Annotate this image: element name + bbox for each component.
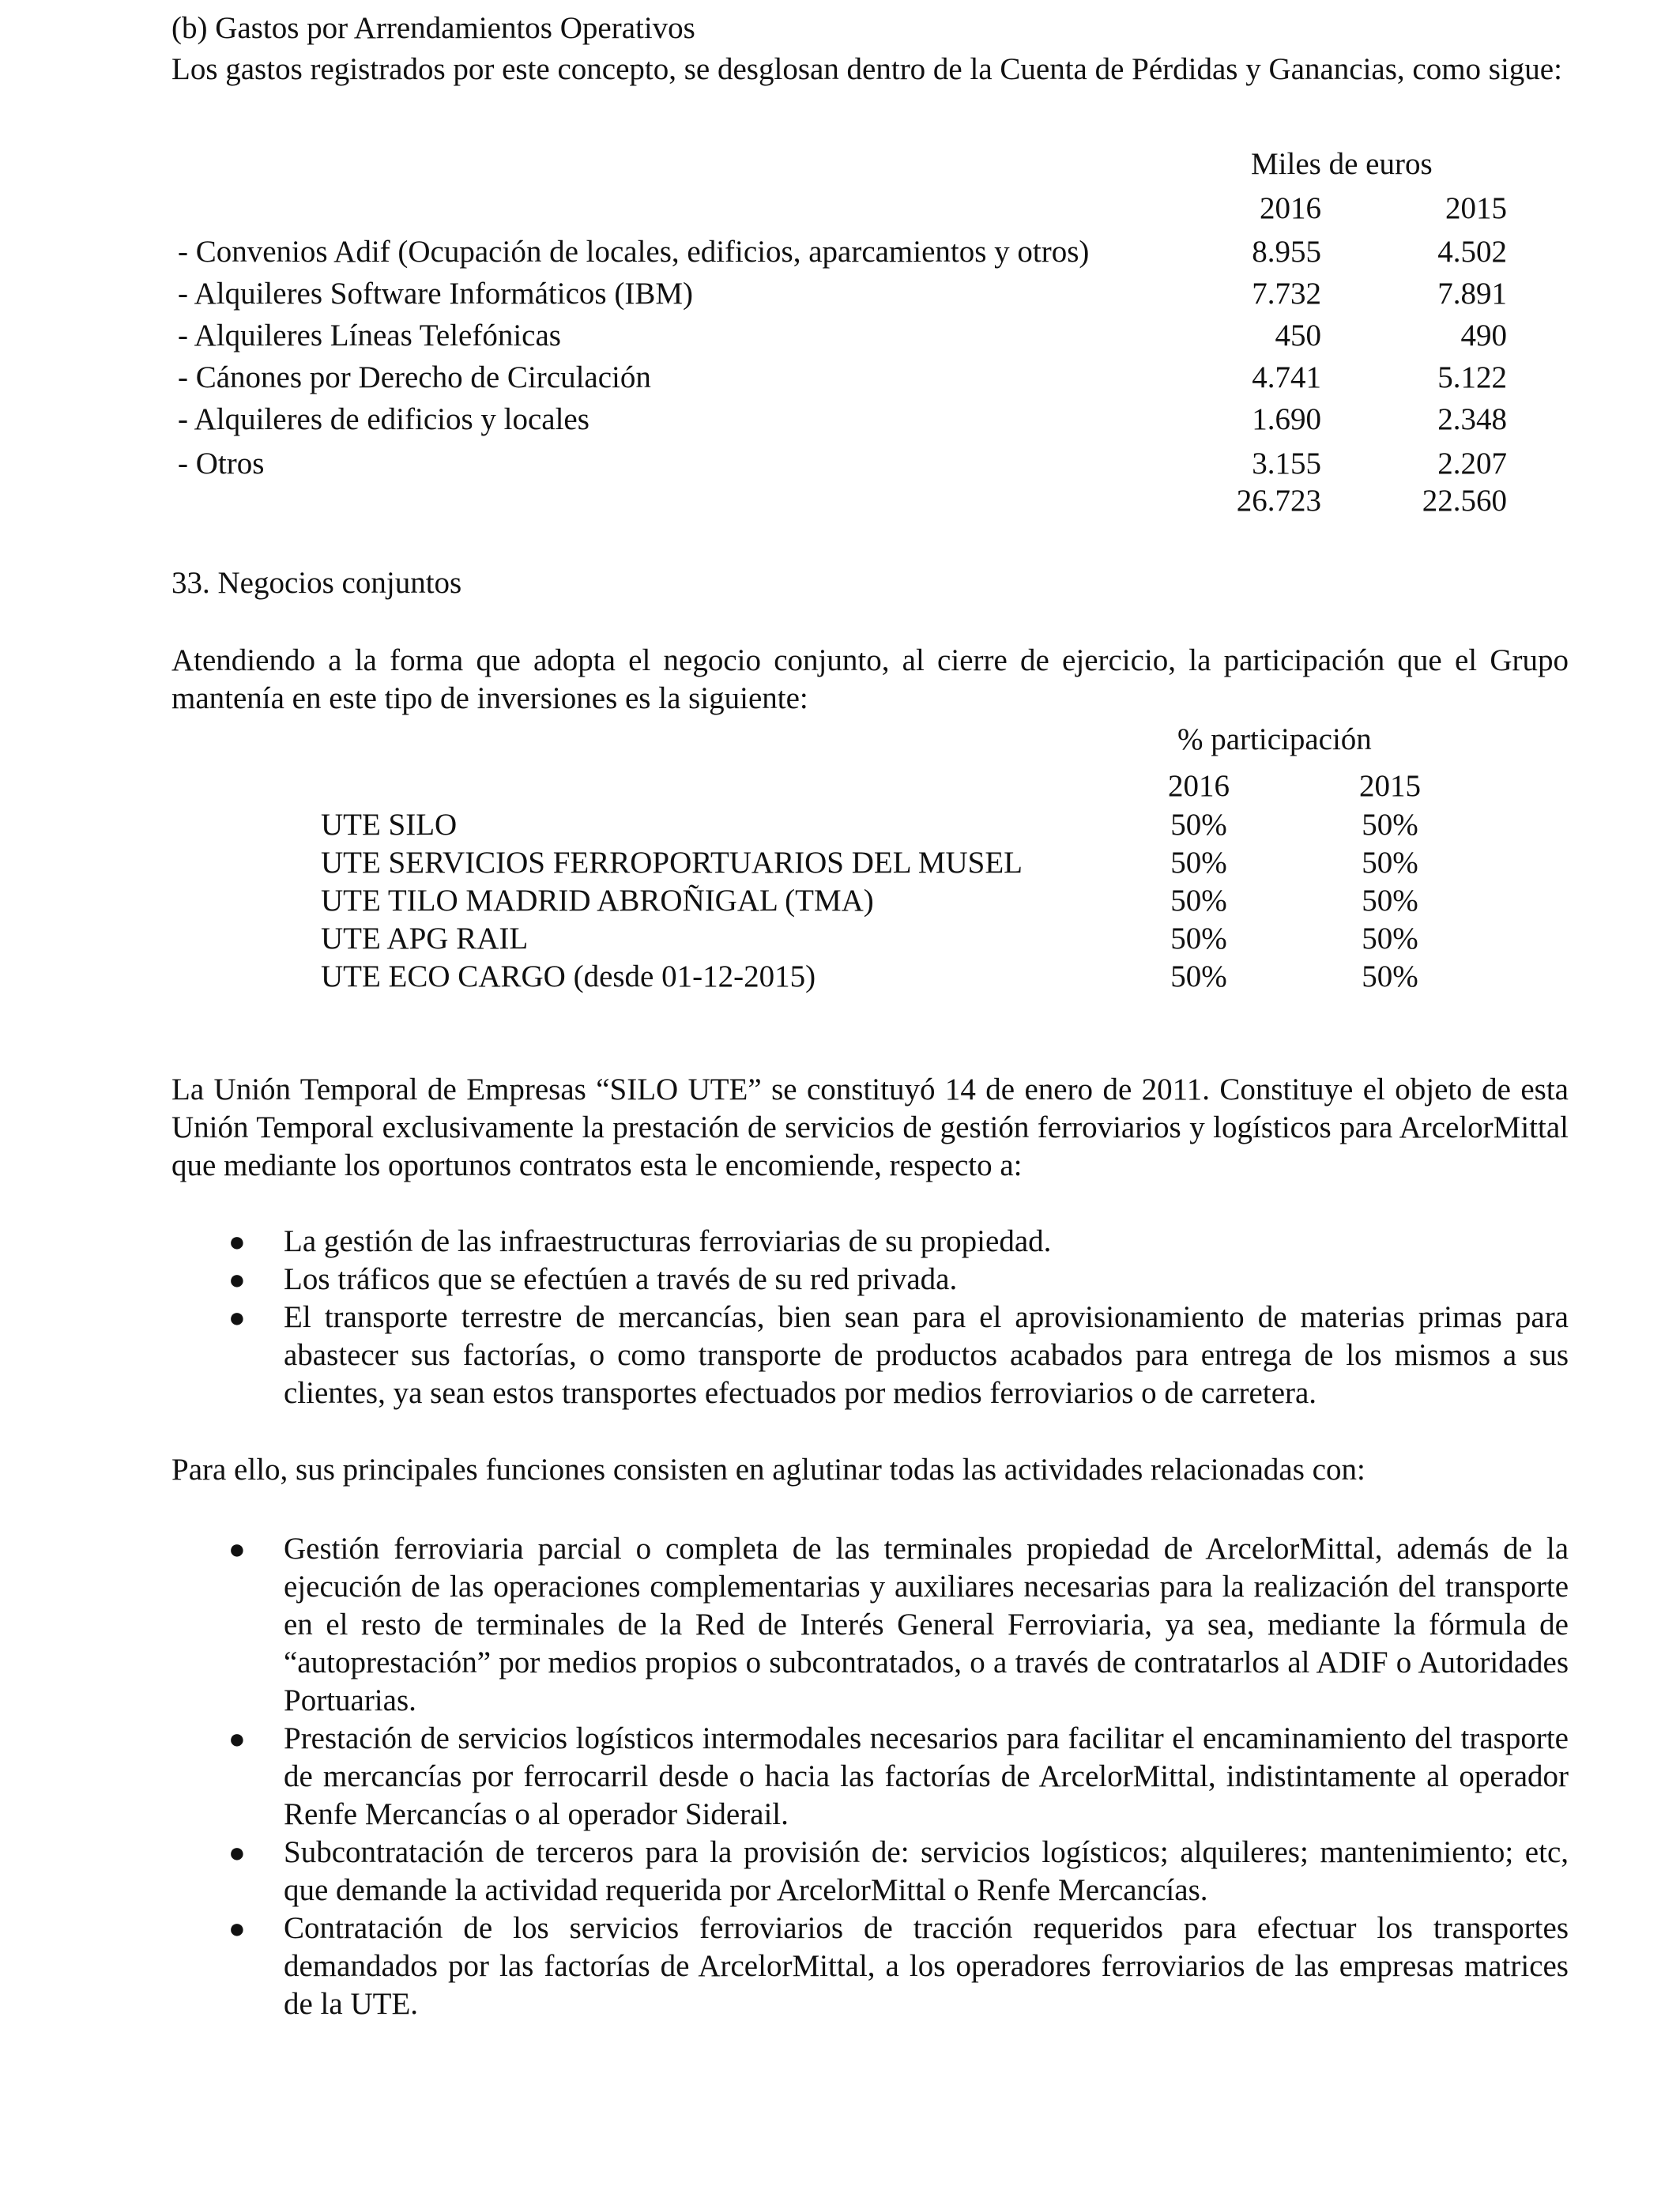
list-item-text: Subcontratación de terceros para la provisión de: servicios logísticos; alquileres; mantenimiento; etc, que demande la actividad requerida por ArcelorMittal o Renfe Mercancías. — [284, 1835, 1569, 1907]
functions-intro: Para ello, sus principales funciones consisten en aglutinar todas las actividades relacionadas con: — [171, 1453, 1365, 1487]
list-item — [171, 1261, 1569, 1299]
joint-venture-pct-2015: 50% — [1362, 846, 1418, 880]
expense-row-label: - Convenios Adif (Ocupación de locales, edificios, aparcamientos y otros) — [178, 235, 1090, 269]
joint-venture-pct-2015: 50% — [1362, 959, 1418, 993]
list-item-text: Los tráficos que se efectúen a través de su red privada. — [284, 1262, 958, 1296]
expense-row-label: - Cánones por Derecho de Circulación — [178, 360, 651, 394]
unit-label: Miles de euros — [1251, 147, 1433, 181]
expense-value-2015: 2.348 — [1437, 402, 1507, 436]
objects-list — [171, 1223, 1569, 1412]
list-item — [171, 1223, 1569, 1261]
expense-row-label: - Alquileres Líneas Telefónicas — [178, 319, 561, 352]
list-item-text: Prestación de servicios logísticos intermodales necesarios para facilitar el encaminamiento del trasporte de mercancías por ferrocarril desde o hacia las factorías de ArcelorMittal, indistintamente al operador Renfe Mercancías o al operador Siderail. — [284, 1721, 1569, 1831]
expense-total-2015: 22.560 — [1422, 484, 1507, 518]
list-item — [171, 1909, 1569, 2023]
bullet-icon: ● — [228, 1264, 246, 1295]
expense-value-2015: 2.207 — [1437, 447, 1507, 481]
expense-row-label: - Otros — [178, 447, 265, 481]
expense-row-label: - Alquileres Software Informáticos (IBM) — [178, 277, 693, 311]
bullet-icon: ● — [228, 1723, 246, 1755]
list-item — [171, 1299, 1569, 1412]
functions-list — [171, 1530, 1569, 2023]
joint-venture-pct-2015: 50% — [1362, 922, 1418, 956]
bullet-icon: ● — [228, 1302, 246, 1333]
joint-venture-pct-2016: 50% — [1170, 922, 1227, 956]
joint-venture-pct-2016: 50% — [1170, 959, 1227, 993]
section-b-heading: (b) Gastos por Arrendamientos Operativos — [171, 11, 695, 45]
expense-value-2016: 1.690 — [1252, 402, 1321, 436]
bullet-icon: ● — [228, 1913, 246, 1944]
expense-value-2016: 4.741 — [1252, 360, 1321, 394]
pct-label: % participación — [1177, 722, 1372, 756]
list-item — [171, 1834, 1569, 1909]
joint-venture-pct-2016: 50% — [1170, 884, 1227, 918]
joint-venture-pct-2016: 50% — [1170, 846, 1227, 880]
joint-venture-name: UTE ECO CARGO (desde 01-12-2015) — [321, 959, 816, 993]
joint-venture-pct-2016: 50% — [1170, 808, 1227, 842]
expense-value-2015: 5.122 — [1437, 360, 1507, 394]
expense-value-2016: 8.955 — [1252, 235, 1321, 269]
joint-venture-name: UTE SERVICIOS FERROPORTUARIOS DEL MUSEL — [321, 846, 1023, 880]
col-header-2015: 2015 — [1445, 191, 1507, 225]
expense-value-2015: 7.891 — [1437, 277, 1507, 311]
list-item-text: La gestión de las infraestructuras ferroviarias de su propiedad. — [284, 1224, 1052, 1258]
section-33-heading: 33. Negocios conjuntos — [171, 566, 462, 600]
col-header-2016: 2016 — [1260, 191, 1321, 225]
joint-venture-pct-2015: 50% — [1362, 884, 1418, 918]
expense-value-2016: 3.155 — [1252, 447, 1321, 481]
expense-value-2015: 490 — [1460, 319, 1507, 352]
list-item-text: El transporte terrestre de mercancías, bien sean para el aprovisionamiento de materias primas para abastecer sus factorías, o como transporte de productos acabados para entrega de los mismos a sus clientes, ya sean estos transportes efectuados por medios ferroviarios o de carretera. — [284, 1300, 1569, 1410]
bullet-icon: ● — [228, 1533, 246, 1565]
list-item — [171, 1720, 1569, 1834]
expense-row-label: - Alquileres de edificios y locales — [178, 402, 590, 436]
pct-col-header-2016: 2016 — [1168, 769, 1230, 803]
bullet-icon: ● — [228, 1226, 246, 1257]
section-b-intro: Los gastos registrados por este concepto, se desglosan dentro de la Cuenta de Pérdidas y Ganancias, como sigue: — [171, 52, 1562, 86]
joint-venture-name: UTE APG RAIL — [321, 922, 529, 956]
joint-venture-name: UTE TILO MADRID ABROÑIGAL (TMA) — [321, 884, 874, 918]
list-item-text: Gestión ferroviaria parcial o completa de las terminales propiedad de ArcelorMittal, además de la ejecución de las operaciones complementarias y auxiliares necesarias para la realización del transporte en el resto de terminales de la Red de Interés General Ferroviaria, ya sea, mediante la fórmula de “autoprestación” por medios propios o subcontratados, o a través de contratarlos al ADIF o Autoridades Portuarias. — [284, 1532, 1569, 1717]
pct-col-header-2015: 2015 — [1359, 769, 1421, 803]
section-33-intro: Atendiendo a la forma que adopta el negocio conjunto, al cierre de ejercicio, la participación que el Grupo mantenía en este tipo de inversiones es la siguiente: — [171, 643, 1569, 715]
silo-ute-paragraph: La Unión Temporal de Empresas “SILO UTE” se constituyó 14 de enero de 2011. Constituye el objeto de esta Unión Temporal exclusivamente la prestación de servicios de gestión ferroviarios y logísticos para ArcelorMittal que mediante los oportunos contratos esta le encomiende, respecto a: — [171, 1072, 1569, 1182]
expense-total-2016: 26.723 — [1236, 484, 1321, 518]
joint-venture-pct-2015: 50% — [1362, 808, 1418, 842]
expense-value-2015: 4.502 — [1437, 235, 1507, 269]
list-item-text: Contratación de los servicios ferroviarios de tracción requeridos para efectuar los transportes demandados por las factorías de ArcelorMittal, a los operadores ferroviarios de las empresas matrices de la UTE. — [284, 1911, 1569, 2021]
joint-venture-name: UTE SILO — [321, 808, 458, 842]
bullet-icon: ● — [228, 1837, 246, 1868]
expense-value-2016: 450 — [1275, 319, 1321, 352]
list-item — [171, 1530, 1569, 1720]
expense-value-2016: 7.732 — [1252, 277, 1321, 311]
